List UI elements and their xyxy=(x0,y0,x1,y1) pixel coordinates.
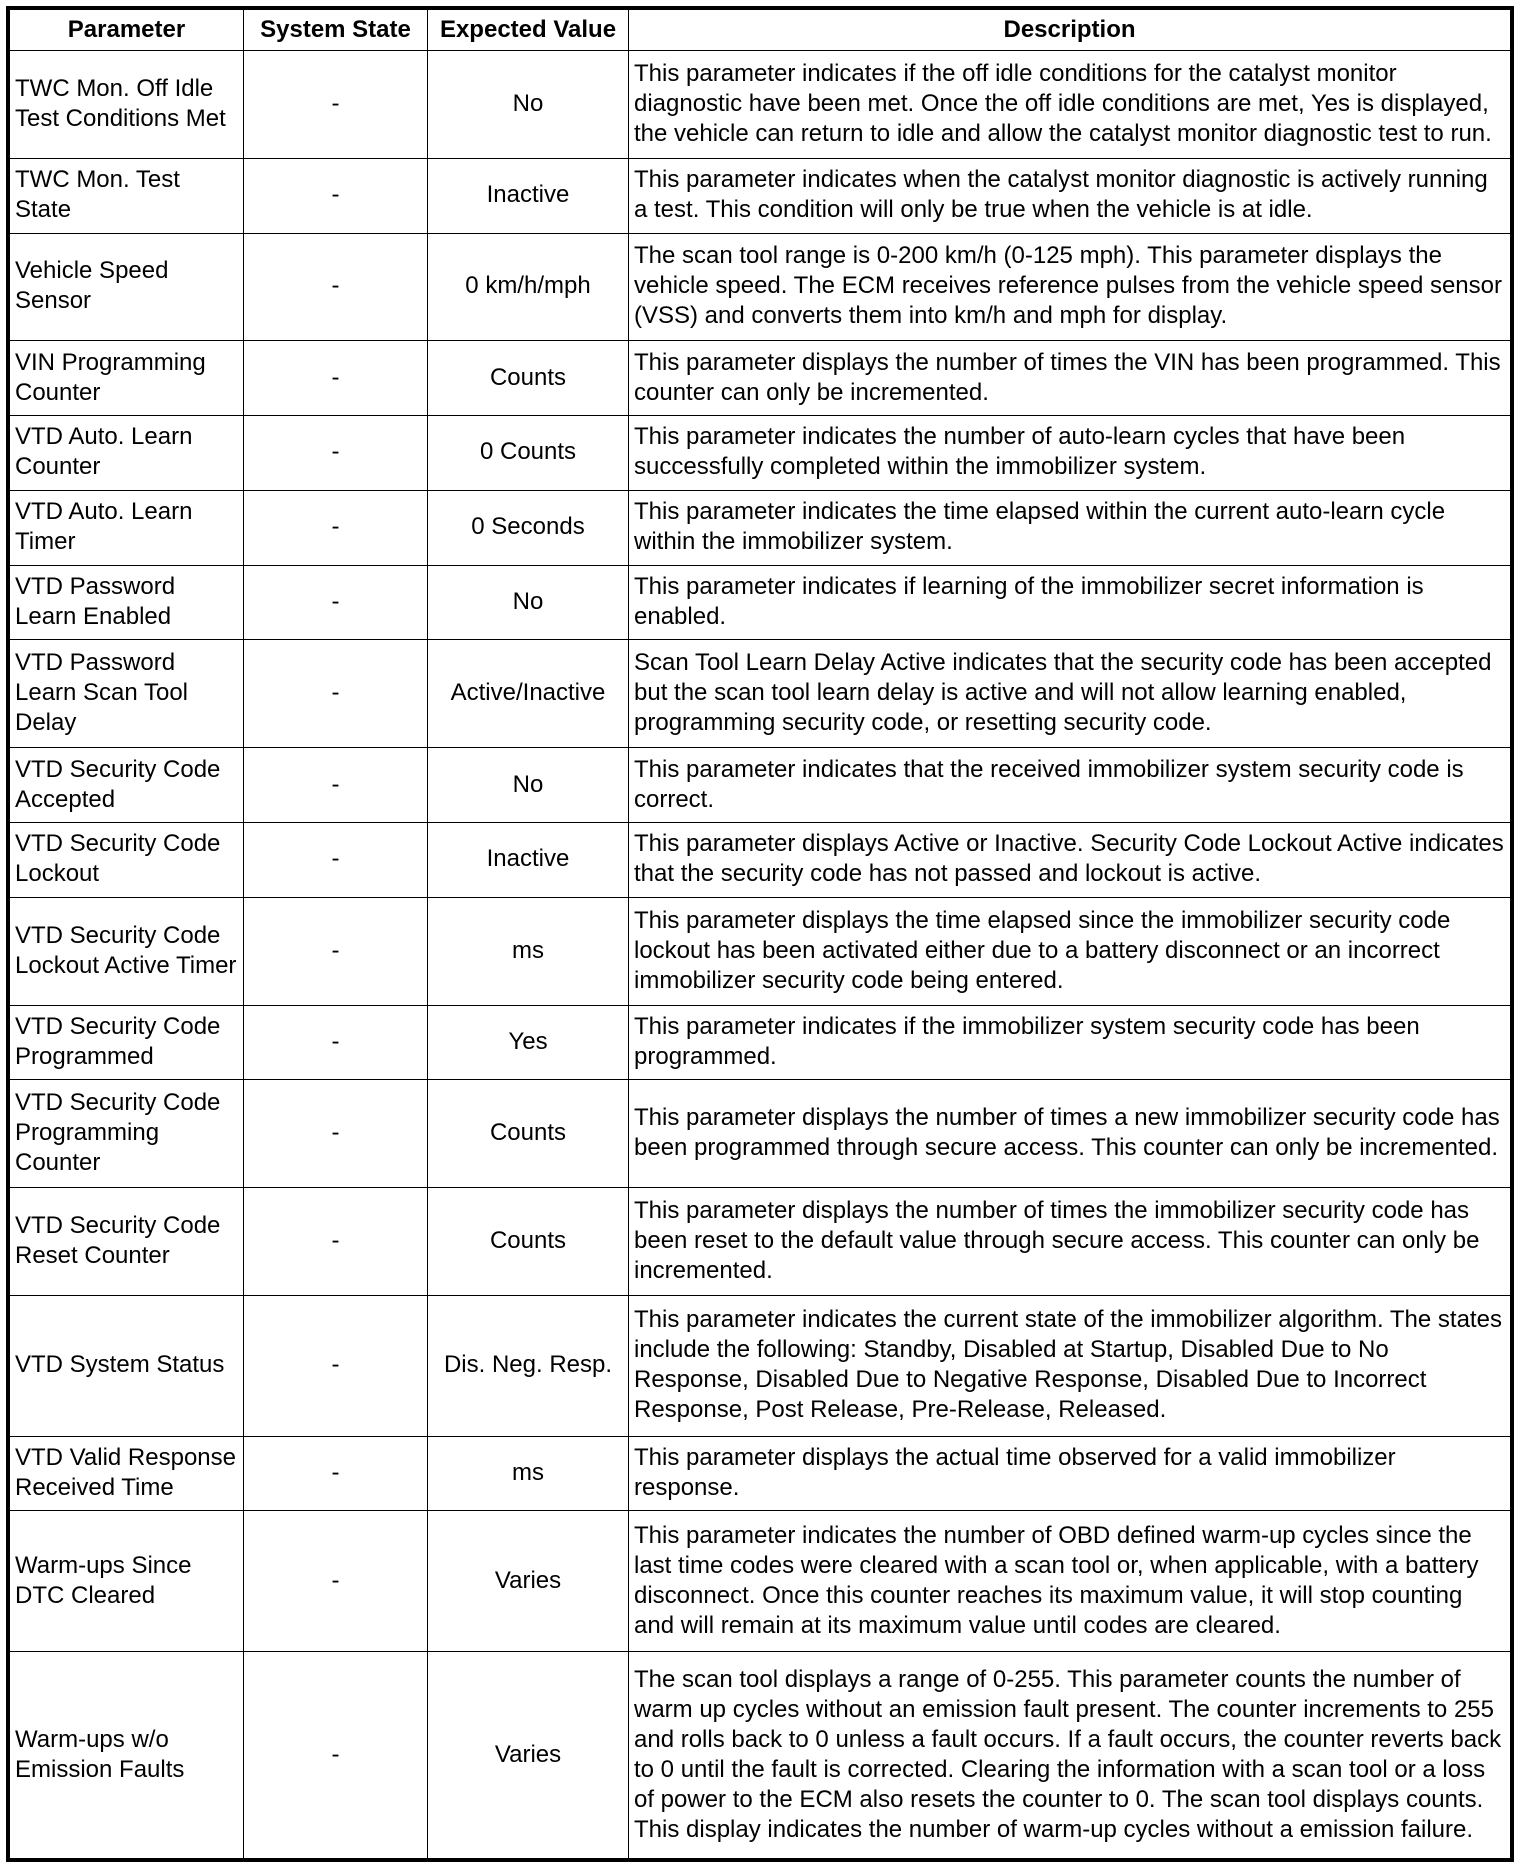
parameter-cell: VTD Security Code Accepted xyxy=(10,748,244,823)
table-row xyxy=(10,341,1511,416)
description-cell: This parameter indicates that the received immobilizer system security code is correct. xyxy=(629,748,1511,823)
expected-value-cell: ms xyxy=(428,897,629,1005)
parameter-table-frame xyxy=(6,6,1514,1862)
parameter-cell: TWC Mon. Test State xyxy=(10,158,244,233)
system-state-cell: - xyxy=(244,1005,428,1080)
parameter-table xyxy=(9,9,1511,1859)
parameter-cell: VTD Security Code Programming Counter xyxy=(10,1080,244,1188)
table-row xyxy=(10,233,1511,341)
description-cell: This parameter displays the number of times the immobilizer security code has been reset to the default value through secure access. This counter can only be incremented. xyxy=(629,1188,1511,1296)
description-cell: This parameter indicates the number of auto-learn cycles that have been successfully completed within the immobilizer system. xyxy=(629,416,1511,491)
expected-value-cell: Counts xyxy=(428,341,629,416)
table-row xyxy=(10,1436,1511,1511)
system-state-cell: - xyxy=(244,1295,428,1436)
expected-value-cell: 0 Seconds xyxy=(428,490,629,565)
expected-value-cell: Yes xyxy=(428,1005,629,1080)
system-state-cell: - xyxy=(244,748,428,823)
table-row xyxy=(10,51,1511,159)
system-state-cell: - xyxy=(244,1080,428,1188)
description-cell: This parameter indicates if the immobilizer system security code has been programmed. xyxy=(629,1005,1511,1080)
header-row xyxy=(10,10,1511,51)
description-cell: The scan tool displays a range of 0-255. This parameter counts the number of warm up cycles without an emission fault present. The counter increments to 255 and rolls back to 0 unless a fault occurs. If a fault occurs, the counter reverts back to 0 until the fault is corrected. Clearing the information with a scan tool or a loss of power to the ECM also resets the counter to 0. The scan tool displays counts. This display indicates the number of warm-up cycles without a emission failure. xyxy=(629,1652,1511,1859)
parameter-cell: VTD Password Learn Enabled xyxy=(10,565,244,640)
system-state-cell: - xyxy=(244,640,428,748)
table-row xyxy=(10,1511,1511,1652)
table-row xyxy=(10,490,1511,565)
parameter-cell: VTD Auto. Learn Counter xyxy=(10,416,244,491)
description-cell: This parameter indicates the number of OBD defined warm-up cycles since the last time codes were cleared with a scan tool or, when applicable, with a battery disconnect. Once this counter reaches its maximum value, it will stop counting and will remain at its maximum value until codes are cleared. xyxy=(629,1511,1511,1652)
table-row xyxy=(10,640,1511,748)
table-row xyxy=(10,158,1511,233)
table-row xyxy=(10,822,1511,897)
description-cell: This parameter displays the number of times the VIN has been programmed. This counter can only be incremented. xyxy=(629,341,1511,416)
system-state-cell: - xyxy=(244,1511,428,1652)
parameter-cell: Warm-ups Since DTC Cleared xyxy=(10,1511,244,1652)
system-state-cell: - xyxy=(244,822,428,897)
description-cell: This parameter displays the actual time observed for a valid immobilizer response. xyxy=(629,1436,1511,1511)
expected-value-cell: Inactive xyxy=(428,158,629,233)
expected-value-cell: ms xyxy=(428,1436,629,1511)
table-header xyxy=(10,10,1511,51)
system-state-cell: - xyxy=(244,1188,428,1296)
expected-value-cell: 0 km/h/mph xyxy=(428,233,629,341)
system-state-cell: - xyxy=(244,416,428,491)
expected-value-cell: 0 Counts xyxy=(428,416,629,491)
expected-value-cell: Counts xyxy=(428,1080,629,1188)
header-parameter: Parameter xyxy=(10,10,244,51)
table-row xyxy=(10,1005,1511,1080)
expected-value-cell: Varies xyxy=(428,1652,629,1859)
parameter-cell: VTD Security Code Reset Counter xyxy=(10,1188,244,1296)
description-cell: Scan Tool Learn Delay Active indicates that the security code has been accepted but the scan tool learn delay is active and will not allow learning enabled, programming security code, or resetting security code. xyxy=(629,640,1511,748)
expected-value-cell: Counts xyxy=(428,1188,629,1296)
system-state-cell: - xyxy=(244,341,428,416)
expected-value-cell: No xyxy=(428,565,629,640)
header-system-state: System State xyxy=(244,10,428,51)
system-state-cell: - xyxy=(244,1652,428,1859)
parameter-cell: VTD System Status xyxy=(10,1295,244,1436)
parameter-cell: Warm-ups w/o Emission Faults xyxy=(10,1652,244,1859)
parameter-cell: VIN Programming Counter xyxy=(10,341,244,416)
table-row xyxy=(10,1080,1511,1188)
description-cell: This parameter indicates the time elapsed within the current auto-learn cycle within the immobilizer system. xyxy=(629,490,1511,565)
system-state-cell: - xyxy=(244,1436,428,1511)
table-row xyxy=(10,565,1511,640)
description-cell: This parameter indicates when the catalyst monitor diagnostic is actively running a test. This condition will only be true when the vehicle is at idle. xyxy=(629,158,1511,233)
header-expected-value: Expected Value xyxy=(428,10,629,51)
system-state-cell: - xyxy=(244,233,428,341)
parameter-cell: VTD Security Code Lockout xyxy=(10,822,244,897)
system-state-cell: - xyxy=(244,490,428,565)
description-cell: This parameter displays Active or Inactive. Security Code Lockout Active indicates that the security code has not passed and lockout is active. xyxy=(629,822,1511,897)
table-row xyxy=(10,897,1511,1005)
system-state-cell: - xyxy=(244,158,428,233)
expected-value-cell: Varies xyxy=(428,1511,629,1652)
header-description: Description xyxy=(629,10,1511,51)
expected-value-cell: Active/Inactive xyxy=(428,640,629,748)
parameter-cell: VTD Security Code Programmed xyxy=(10,1005,244,1080)
table-row xyxy=(10,1188,1511,1296)
table-body xyxy=(10,51,1511,1859)
table-row xyxy=(10,1652,1511,1859)
parameter-cell: VTD Valid Response Received Time xyxy=(10,1436,244,1511)
system-state-cell: - xyxy=(244,51,428,159)
expected-value-cell: Dis. Neg. Resp. xyxy=(428,1295,629,1436)
parameter-cell: VTD Password Learn Scan Tool Delay xyxy=(10,640,244,748)
description-cell: This parameter displays the time elapsed since the immobilizer security code lockout has been activated either due to a battery disconnect or an incorrect immobilizer security code being entered. xyxy=(629,897,1511,1005)
description-cell: This parameter indicates if the off idle conditions for the catalyst monitor diagnostic have been met. Once the off idle conditions are met, Yes is displayed, the vehicle can return to idle and allow the catalyst monitor diagnostic test to run. xyxy=(629,51,1511,159)
table-row xyxy=(10,748,1511,823)
expected-value-cell: No xyxy=(428,51,629,159)
expected-value-cell: Inactive xyxy=(428,822,629,897)
system-state-cell: - xyxy=(244,565,428,640)
system-state-cell: - xyxy=(244,897,428,1005)
table-row xyxy=(10,1295,1511,1436)
description-cell: The scan tool range is 0-200 km/h (0-125 mph). This parameter displays the vehicle speed. The ECM receives reference pulses from the vehicle speed sensor (VSS) and converts them into km/h and mph for display. xyxy=(629,233,1511,341)
description-cell: This parameter indicates if learning of the immobilizer secret information is enabled. xyxy=(629,565,1511,640)
parameter-cell: TWC Mon. Off Idle Test Conditions Met xyxy=(10,51,244,159)
parameter-cell: VTD Security Code Lockout Active Timer xyxy=(10,897,244,1005)
parameter-cell: Vehicle Speed Sensor xyxy=(10,233,244,341)
table-row xyxy=(10,416,1511,491)
description-cell: This parameter displays the number of times a new immobilizer security code has been programmed through secure access. This counter can only be incremented. xyxy=(629,1080,1511,1188)
description-cell: This parameter indicates the current state of the immobilizer algorithm. The states include the following: Standby, Disabled at Startup, Disabled Due to No Response, Disabled Due to Negative Response, Disabled Due to Incorrect Response, Post Release, Pre-Release, Released. xyxy=(629,1295,1511,1436)
expected-value-cell: No xyxy=(428,748,629,823)
parameter-cell: VTD Auto. Learn Timer xyxy=(10,490,244,565)
